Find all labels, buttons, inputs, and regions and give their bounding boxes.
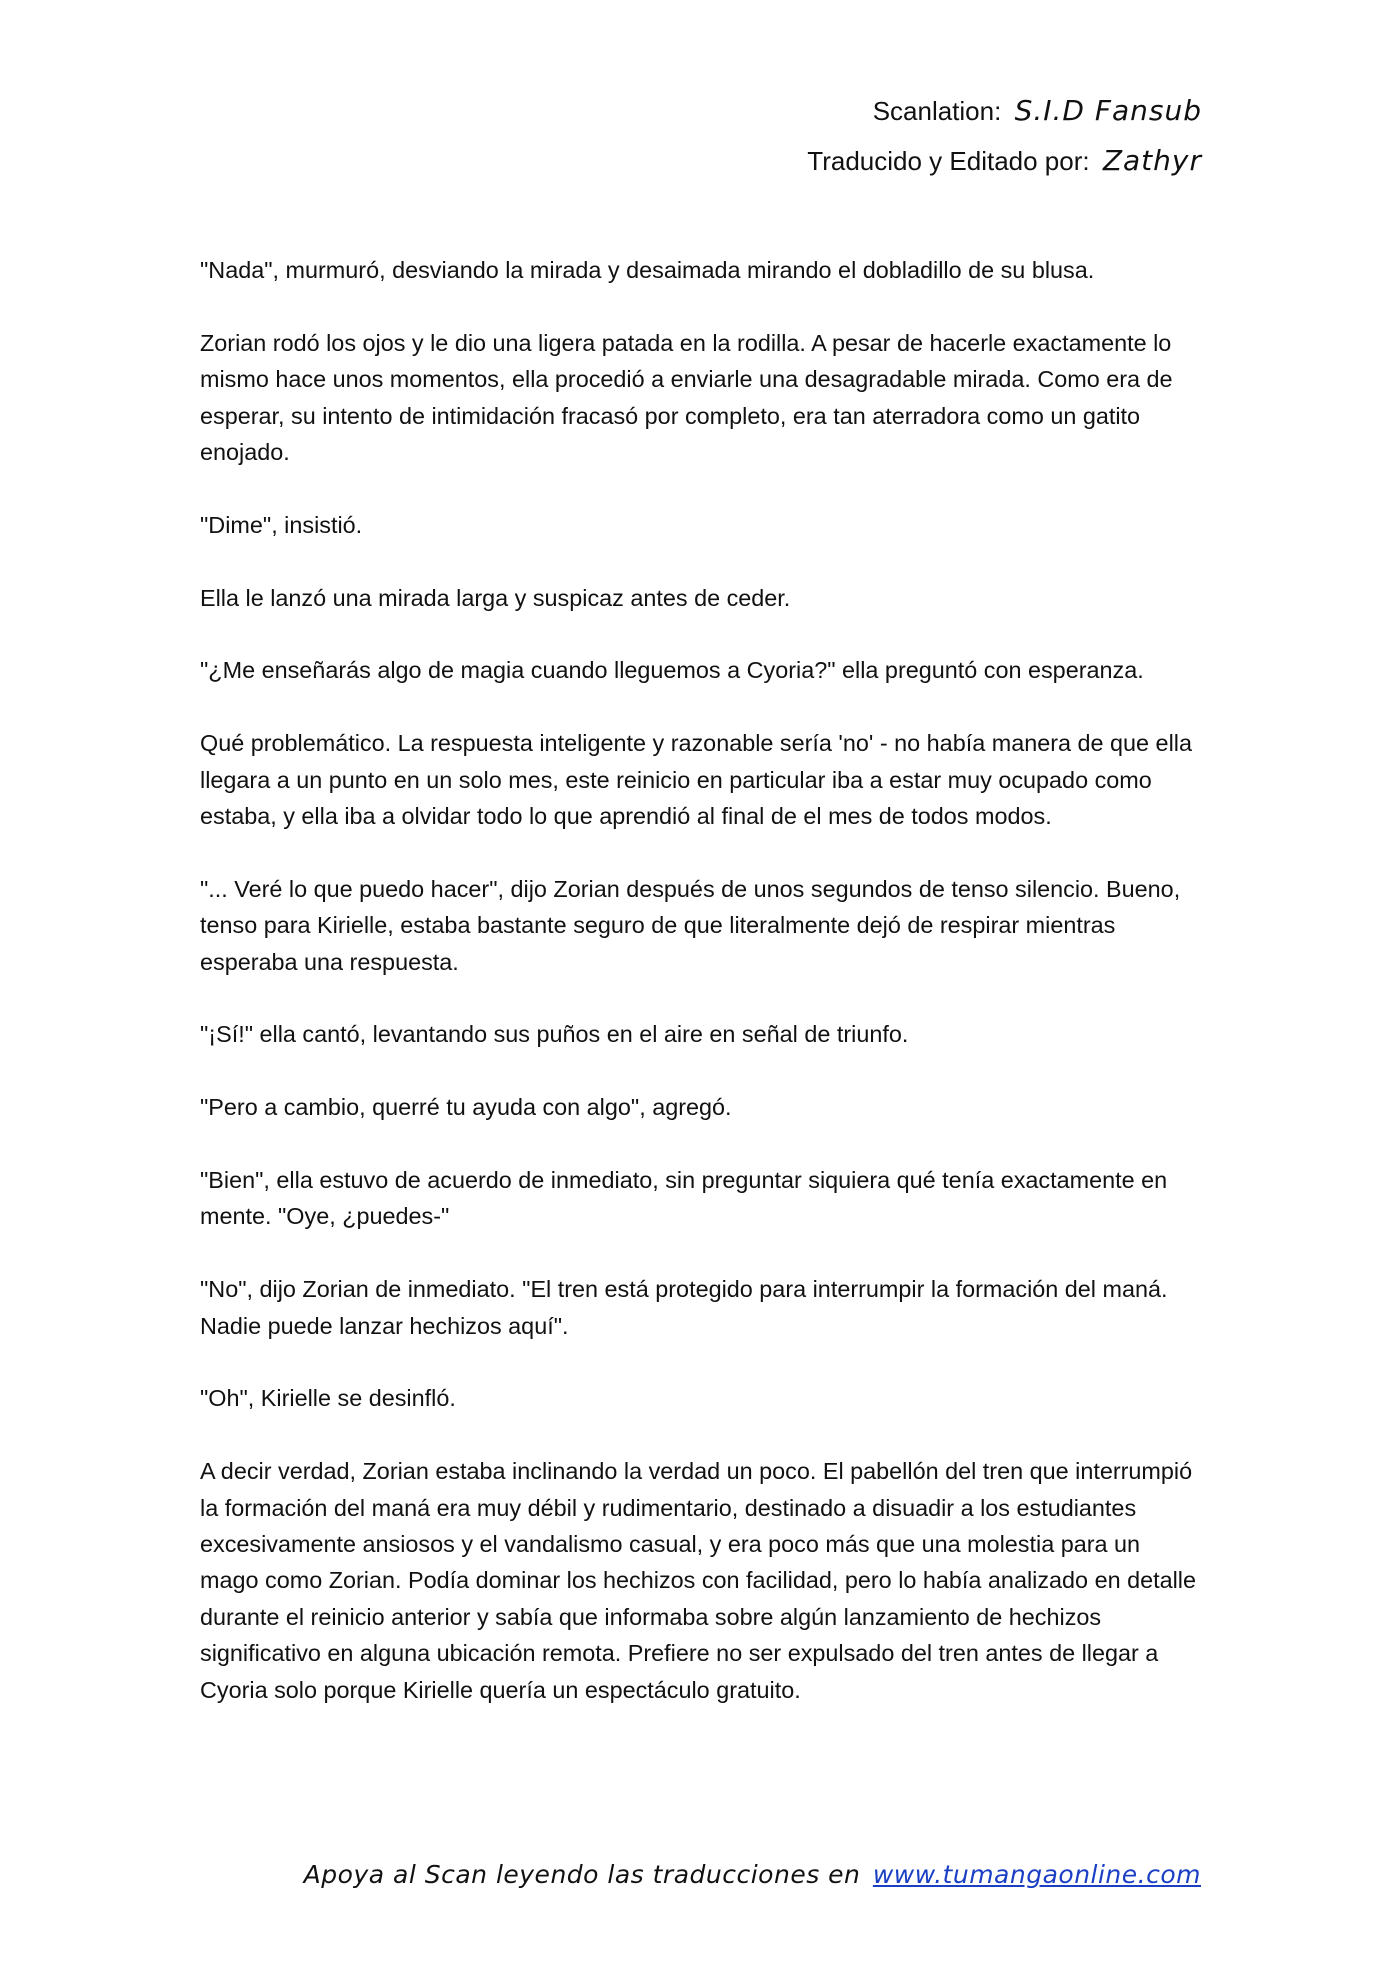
paragraph: "... Veré lo que puedo hacer", dijo Zorian después de unos segundos de tenso silencio. Bueno, tenso para Kirielle, estaba bastante seguro de que literalmente dejó de respirar mientras esperaba una respuesta. [200, 875, 1181, 975]
footer-link[interactable]: www.tumangaonline.com [872, 1860, 1201, 1889]
paragraph: "Oh", Kirielle se desinfló. [200, 1385, 456, 1412]
scanlation-group: S.I.D Fansub [1014, 94, 1202, 127]
paragraph: "Pero a cambio, querré tu ayuda con algo", agregó. [200, 1094, 732, 1121]
paragraph: "Nada", murmuró, desviando la mirada y desaimada mirando el dobladillo de su blusa. [200, 257, 1095, 283]
paragraph: Zorian rodó los ojos y le dio una ligera patada en la rodilla. A pesar de hacerle exactamente lo mismo hace unos momentos, ella procedió a enviarle una desagradable mirada. Como era de esperar, su intento de intimidación fracasó por completo, era tan aterradora como un gatito enojado. [200, 329, 1173, 466]
paragraph: "¿Me enseñarás algo de magia cuando lleguemos a Cyoria?" ella preguntó con esperanza. [200, 657, 1144, 684]
credits-block [807, 86, 1202, 186]
paragraph: A decir verdad, Zorian estaba inclinando la verdad un poco. El pabellón del tren que interrumpió la formación del maná era muy débil y rudimentario, destinado a disuadir a los estudiantes excesivamente ansiosos y el vandalismo casual, y era poco más que una molestia para un mago como Zorian. Podía dominar los hechizos con facilidad, pero lo había analizado en detalle durante el reinicio anterior y sabía que informaba sobre algún lanzamiento de hechizos significativo en alguna ubicación remota. Prefiere no ser expulsado del tren antes de llegar a Cyoria solo porque Kirielle quería un espectáculo gratuito. [200, 1458, 1197, 1703]
scanlation-label: Scanlation: [872, 96, 1002, 126]
paragraph: "Bien", ella estuvo de acuerdo de inmediato, sin preguntar siquiera qué tenía exactamente en mente. "Oye, ¿puedes-" [200, 1167, 1168, 1230]
paragraph: "No", dijo Zorian de inmediato. "El tren está protegido para interrumpir la formación del maná. Nadie puede lanzar hechizos aquí". [200, 1276, 1168, 1339]
footer-note [304, 1860, 1201, 1889]
translator-credit [807, 136, 1202, 186]
translator-name: Zathyr [1102, 144, 1202, 177]
story-text [200, 252, 1202, 1744]
translator-label: Traducido y Editado por: [807, 146, 1090, 176]
paragraph: "Dime", insistió. [200, 511, 363, 538]
scanlation-credit [807, 86, 1202, 136]
paragraph: Ella le lanzó una mirada larga y suspicaz antes de ceder. [200, 584, 791, 611]
footer-text: Apoya al Scan leyendo las traducciones en [303, 1860, 861, 1889]
paragraph: Qué problemático. La respuesta inteligente y razonable sería 'no' - no había manera de que ella llegara a un punto en un solo mes, este reinicio en particular iba a estar muy ocupado como estaba, y ella iba a olvidar todo lo que aprendió al final de el mes de todos modos. [200, 730, 1192, 830]
paragraph: "¡Sí!" ella cantó, levantando sus puños en el aire en señal de triunfo. [200, 1021, 909, 1048]
